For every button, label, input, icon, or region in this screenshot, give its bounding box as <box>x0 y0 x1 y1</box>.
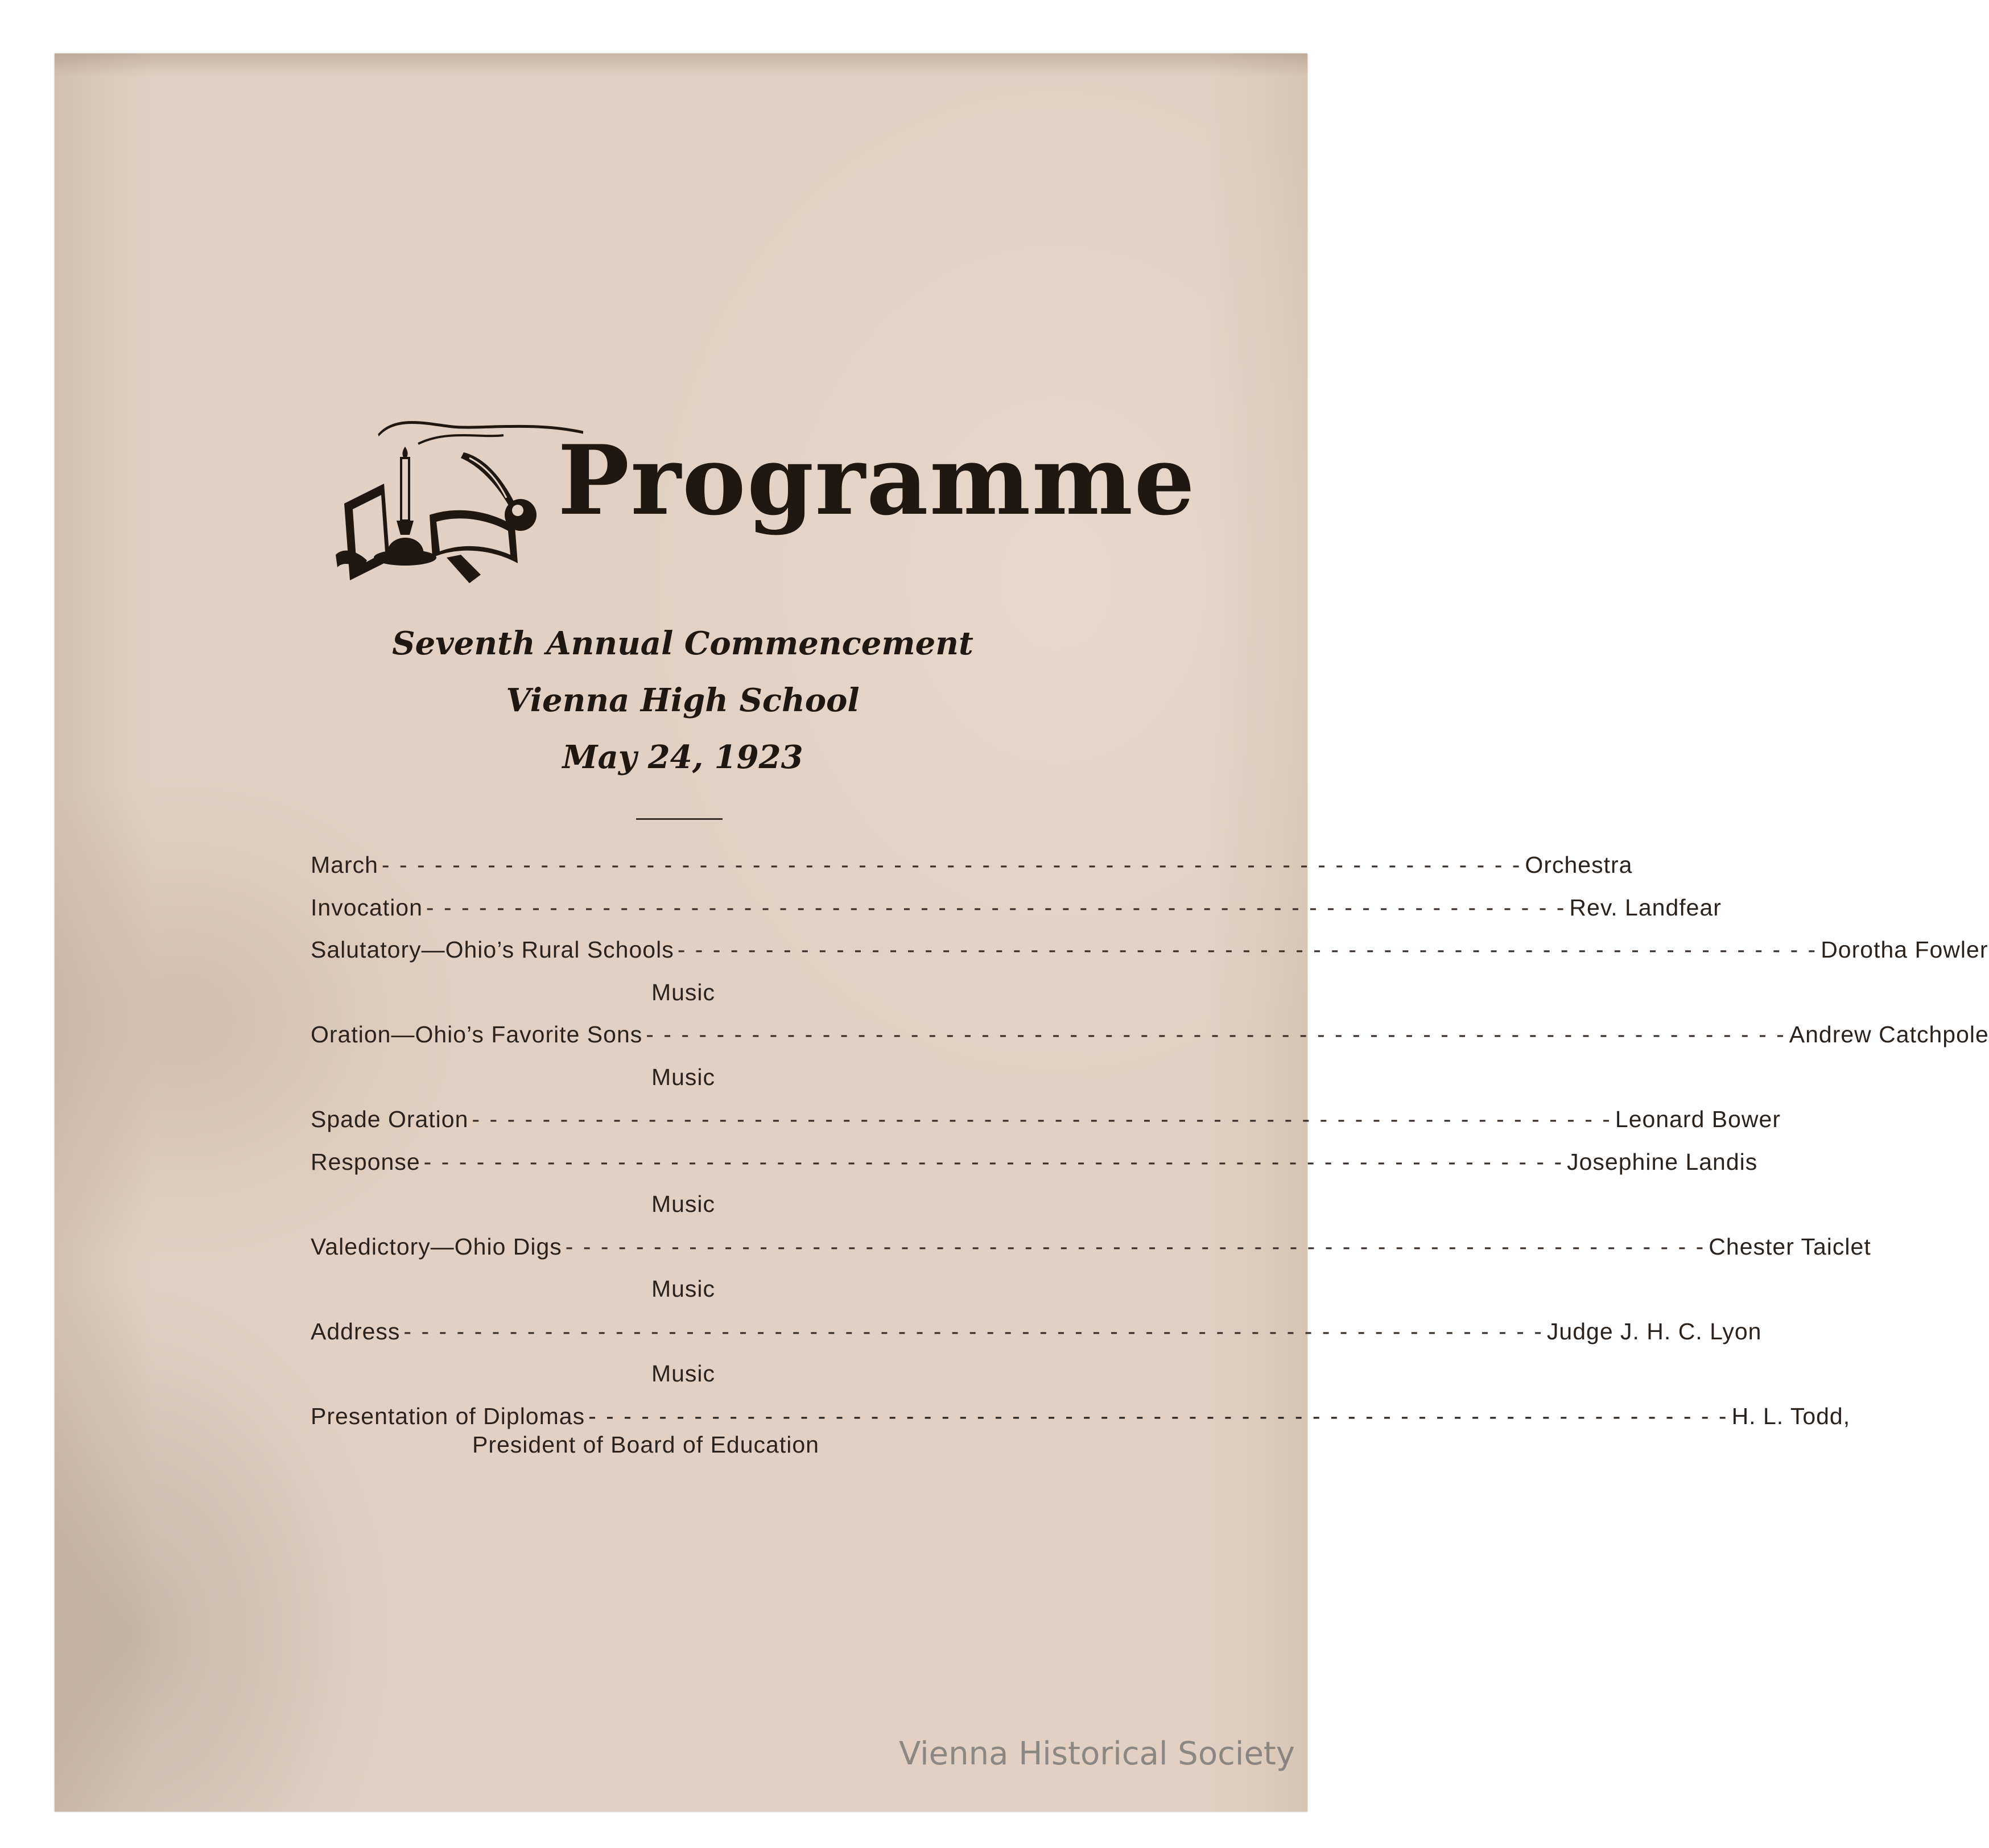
performer-title: President of Board of Education <box>472 1431 819 1458</box>
event-date: May 24, 1923 <box>562 739 803 776</box>
list-item <box>311 1106 1781 1149</box>
item-title: Address <box>311 1318 401 1344</box>
school-name: Vienna High School <box>506 682 860 719</box>
music-interlude: Music <box>651 1276 716 1302</box>
item-performer: Chester Taiclet <box>1709 1233 1871 1260</box>
item-title: Invocation <box>311 894 423 921</box>
item-performer: Leonard Bower <box>1615 1106 1781 1132</box>
paper-stain <box>55 53 1307 76</box>
list-item <box>311 1402 1851 1432</box>
item-performer: Orchestra <box>1525 852 1633 878</box>
item-title: Response <box>311 1148 420 1175</box>
watermark: Vienna Historical Society <box>899 1735 1295 1772</box>
music-interlude: Music <box>651 1360 716 1387</box>
music-interlude: Music <box>651 1063 716 1090</box>
dot-leader: - - - - - - - - - - - - - - - - - - - - - - - - - - - - - - - - - - - - - - - - - - - - - - - - - - - - - - - - - - - - - - - - - <box>677 937 1818 963</box>
list-item <box>311 1148 1758 1191</box>
item-title: Presentation of Diplomas <box>311 1402 585 1429</box>
music-interlude: Music <box>651 1191 716 1217</box>
dot-leader: - - - - - - - - - - - - - - - - - - - - - - - - - - - - - - - - - - - - - - - - - - - - - - - - - - - - - - - - - - - - - - - - - <box>381 852 1522 878</box>
item-performer: Rev. Landfear <box>1569 894 1722 921</box>
event-title: Seventh Annual Commencement <box>392 625 973 662</box>
list-item <box>311 937 1988 979</box>
item-title: Salutatory—Ohio’s Rural Schools <box>311 937 674 963</box>
item-performer: Dorotha Fowler <box>1821 937 1988 963</box>
list-item <box>311 1233 1871 1276</box>
dot-leader: - - - - - - - - - - - - - - - - - - - - - - - - - - - - - - - - - - - - - - - - - - - - - - - - - - - - - - - - - - - - - - - - - <box>426 894 1566 921</box>
list-item <box>311 852 1633 894</box>
book-candle-quill-emblem-icon <box>333 418 583 595</box>
item-performer: H. L. Todd, <box>1731 1402 1851 1429</box>
item-title: Oration—Ohio’s Favorite Sons <box>311 1021 643 1047</box>
dot-leader: - - - - - - - - - - - - - - - - - - - - - - - - - - - - - - - - - - - - - - - - - - - - - - - - - - - - - - - - - - - - - - - - - <box>646 1021 1786 1047</box>
music-interlude: Music <box>651 979 716 1005</box>
item-title: March <box>311 852 378 878</box>
dot-leader: - - - - - - - - - - - - - - - - - - - - - - - - - - - - - - - - - - - - - - - - - - - - - - - - - - - - - - - - - - - - - - - - - <box>588 1402 1728 1429</box>
item-title: Spade Oration <box>311 1106 469 1132</box>
programme-list <box>311 852 1989 1458</box>
dot-leader: - - - - - - - - - - - - - - - - - - - - - - - - - - - - - - - - - - - - - - - - - - - - - - - - - - - - - - - - - - - - - - - - - <box>472 1106 1612 1132</box>
list-item <box>311 1021 1989 1064</box>
dot-leader: - - - - - - - - - - - - - - - - - - - - - - - - - - - - - - - - - - - - - - - - - - - - - - - - - - - - - - - - - - - - - - - - - <box>403 1318 1544 1344</box>
item-performer: Josephine Landis <box>1567 1148 1758 1175</box>
dot-leader: - - - - - - - - - - - - - - - - - - - - - - - - - - - - - - - - - - - - - - - - - - - - - - - - - - - - - - - - - - - - - - - - - <box>565 1233 1706 1260</box>
list-item <box>311 1318 1762 1361</box>
item-performer: Judge J. H. C. Lyon <box>1546 1318 1762 1344</box>
item-title: Valedictory—Ohio Digs <box>311 1233 562 1260</box>
divider <box>636 818 723 820</box>
dot-leader: - - - - - - - - - - - - - - - - - - - - - - - - - - - - - - - - - - - - - - - - - - - - - - - - - - - - - - - - - - - - - - - - - <box>423 1148 1564 1175</box>
list-item <box>311 894 1722 937</box>
item-performer: Andrew Catchpole <box>1789 1021 1989 1047</box>
page-title: Programme <box>558 424 1196 537</box>
